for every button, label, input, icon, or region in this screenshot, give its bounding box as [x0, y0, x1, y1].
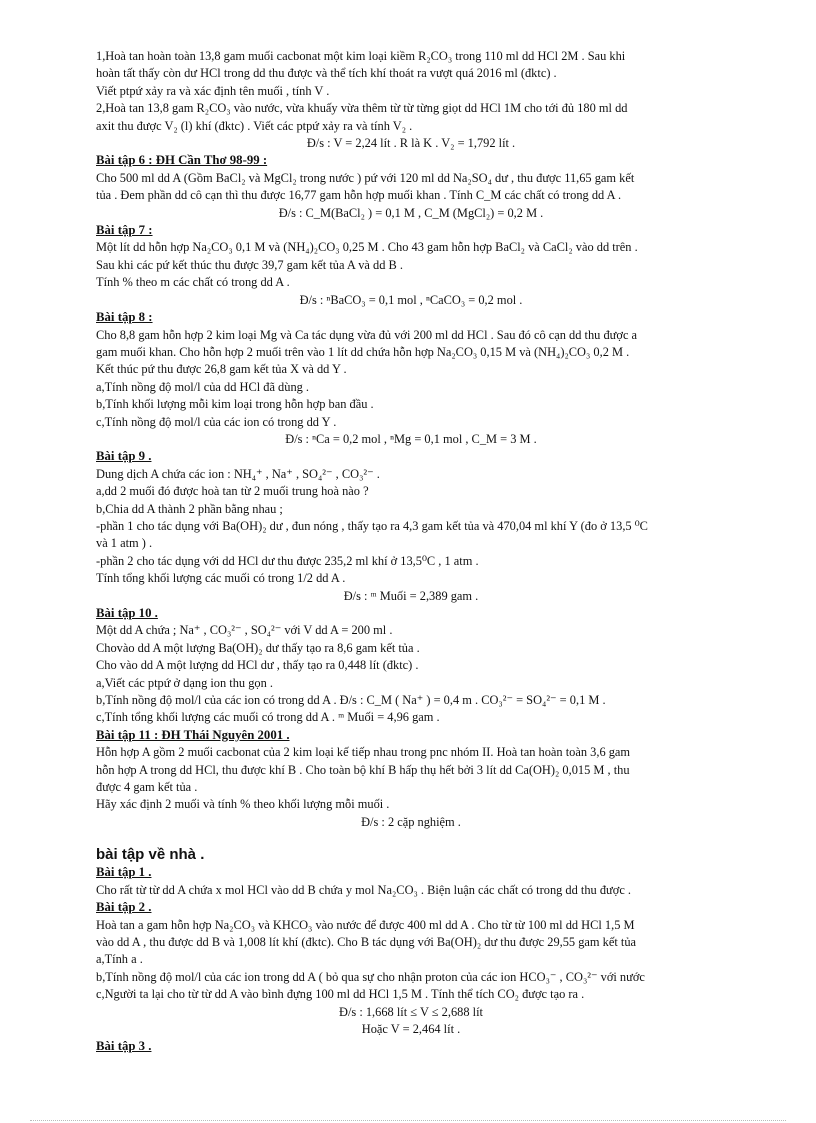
answer-line: Đ/s : ᵐ Muối = 2,389 gam . [343, 588, 479, 603]
exercise-heading: Bài tập 11 : ĐH Thái Nguyên 2001 . [96, 727, 290, 742]
text-line: hoàn tất thấy còn dư HCl trong dd thu được và thể tích khí thoát ra vượt quá 2016 ml (đktc) . [96, 66, 557, 81]
answer-line: Hoặc V = 2,464 lít . [361, 1021, 461, 1036]
text-line: Tính tổng khối lượng các muối có trong 1/2 dd A . [96, 571, 346, 586]
text-line: tủa . Đem phần dd cô cạn thì thu được 16,77 gam hỗn hợp muối khan . Tính C_M các chất có trong dd A . [96, 188, 622, 203]
text-line: a,dd 2 muối đó được hoà tan từ 2 muối trung hoà nào ? [96, 484, 369, 499]
text-line: c,Tính tổng khối lượng các muối có trong dd A . ᵐ Muối = 4,96 gam . [96, 710, 440, 725]
text-line: vào dd A , thu được dd B và 1,008 lít khí (đktc). Cho B tác dụng với Ba(OH)₂ dư thu được 29,55 gam kết tủa [96, 934, 637, 949]
text-line: c,Tính nồng độ mol/l của các ion có trong dd Y . [96, 414, 337, 429]
exercise-heading: Bài tập 3 . [96, 1039, 152, 1054]
answer-line: Đ/s : ⁿBaCO₃ = 0,1 mol , ⁿCaCO₃ = 0,2 mol . [299, 292, 523, 307]
text-line: Hoà tan a gam hỗn hợp Na₂CO₃ và KHCO₃ vào nước để được 400 ml dd A . Cho từ từ 100 ml dd HCl 1,5 M [96, 917, 635, 932]
text-line: Tính % theo m các chất có trong dd A . [96, 275, 290, 290]
exercise-heading: Bài tập 1 . [96, 865, 152, 880]
text-line: Viết ptpứ xảy ra và xác định tên muối , tính V . [96, 83, 330, 98]
text-line: Hỗn hợp A gồm 2 muối cacbonat của 2 kim loại kế tiếp nhau trong pnc nhóm II. Hoà tan hoàn toàn 3,6 gam [96, 745, 631, 760]
document-page [96, 48, 726, 1056]
text-line: Sau khi các pứ kết thúc thu được 39,7 gam kết tủa A và dd B . [96, 257, 403, 272]
text-line: gam muối khan. Cho hỗn hợp 2 muối trên vào 1 lít dd chứa hỗn hợp Na₂CO₃ 0,15 M và (NH₄)₂CO₃ 0,2 M . [96, 344, 630, 359]
answer-line: Đ/s : 1,668 lít ≤ V ≤ 2,688 lít [339, 1004, 483, 1019]
answer-line: Đ/s : C_M(BaCl₂ ) = 0,1 M , C_M (MgCl₂) = 0,2 M . [278, 205, 544, 220]
text-line: axit thu được V₂ (l) khí (đktc) . Viết các ptpứ xảy ra và tính V₂ . [96, 118, 413, 133]
exercise-heading: Bài tập 2 . [96, 900, 152, 915]
page-bottom-divider [30, 1120, 786, 1121]
text-line: Một lít dd hỗn hợp Na₂CO₃ 0,1 M và (NH₄)₂CO₃ 0,25 M . Cho 43 gam hỗn hợp BaCl₂ và CaCl₂ vào dd trên . [96, 240, 638, 255]
text-line: Chovào dd A một lượng Ba(OH)₂ dư thấy tạo ra 8,6 gam kết tủa . [96, 640, 420, 655]
answer-line: Đ/s : 2 cặp nghiệm . [361, 814, 461, 829]
text-line: Cho rất từ từ dd A chứa x mol HCl vào dd B chứa y mol Na₂CO₃ . Biện luận các chất có trong dd thu được . [96, 882, 632, 897]
text-line: Kết thúc pứ thu được 26,8 gam kết tủa X và dd Y . [96, 362, 347, 377]
text-line: Một dd A chứa ; Na⁺ , CO₃²⁻ , SO₄²⁻ với V dd A = 200 ml . [96, 623, 393, 638]
homework-heading: bài tập về nhà . [96, 846, 205, 864]
exercise-heading: Bài tập 7 : [96, 223, 153, 238]
text-line: 2,Hoà tan 13,8 gam R₂CO₃ vào nước, vừa khuấy vừa thêm từ từ từng giọt dd HCl 1M cho tới đủ 180 ml dd [96, 101, 628, 116]
text-line: được 4 gam kết tủa . [96, 780, 198, 795]
text-line: Dung dịch A chứa các ion : NH₄⁺ , Na⁺ , SO₄²⁻ , CO₃²⁻ . [96, 466, 380, 481]
text-line: Cho vào dd A một lượng dd HCl dư , thấy tạo ra 0,448 lít (đktc) . [96, 658, 419, 673]
answer-line: Đ/s : V = 2,24 lít . R là K . V₂ = 1,792 lít . [306, 136, 516, 151]
text-line: Cho 500 ml dd A (Gồm BaCl₂ và MgCl₂ trong nước ) pứ với 120 ml dd Na₂SO₄ dư , thu được 11,65 gam kết [96, 170, 635, 185]
text-line: b,Tính nồng độ mol/l của các ion có trong dd A . Đ/s : C_M ( Na⁺ ) = 0,4 m . CO₃²⁻ = SO₄²⁻ = 0,1 M . [96, 693, 606, 708]
text-line: a,Tính nồng độ mol/l của dd HCl đã dùng . [96, 379, 310, 394]
text-line: a,Tính a . [96, 952, 143, 967]
exercise-heading: Bài tập 9 . [96, 449, 152, 464]
exercise-heading: Bài tập 8 : [96, 310, 153, 325]
exercise-heading: Bài tập 10 . [96, 606, 158, 620]
text-line: b,Tính nồng độ mol/l của các ion trong dd A ( bỏ qua sự cho nhận proton của các ion HCO₃⁻ , CO₃²⁻ với nước [96, 969, 645, 984]
text-line: b,Tính khối lượng mỗi kim loại trong hỗn hợp ban đầu . [96, 397, 374, 412]
text-line: -phần 1 cho tác dụng với Ba(OH)₂ dư , đun nóng , thấy tạo ra 4,3 gam kết tủa và 470,04 ml khí Y (đo ở 13,5 ⁰C [96, 518, 648, 533]
text-line: -phần 2 cho tác dụng với dd HCl dư thu được 235,2 ml khí ở 13,5⁰C , 1 atm . [96, 553, 479, 568]
text-line: và 1 atm ) . [96, 536, 153, 551]
text-line: a,Viết các ptpứ ở dạng ion thu gọn . [96, 675, 274, 690]
text-line: Cho 8,8 gam hỗn hợp 2 kim loại Mg và Ca tác dụng vừa đủ với 200 ml dd HCl . Sau đó cô cạn dd thu được a [96, 327, 638, 342]
text-line: 1,Hoà tan hoàn toàn 13,8 gam muối cacbonat một kim loại kiềm R₂CO₃ trong 110 ml dd HCl 2M . Sau khi [96, 49, 626, 63]
text-line: hỗn hợp A trong dd HCl, thu được khí B . Cho toàn bộ khí B hấp thụ hết bởi 3 lít dd Ca(OH)₂ 0,015 M , thu [96, 762, 630, 777]
text-line: b,Chia dd A thành 2 phần bằng nhau ; [96, 501, 283, 516]
answer-line: Đ/s : ⁿCa = 0,2 mol , ⁿMg = 0,1 mol , C_M = 3 M . [285, 431, 537, 446]
text-line: Hãy xác định 2 muối và tính % theo khối lượng mỗi muối . [96, 797, 390, 812]
exercise-heading: Bài tập 6 : ĐH Cần Thơ 98-99 : [96, 153, 268, 168]
text-line: c,Người ta lại cho từ từ dd A vào bình đựng 100 ml dd HCl 1,5 M . Tính thể tích CO₂ được tạo ra . [96, 987, 585, 1002]
